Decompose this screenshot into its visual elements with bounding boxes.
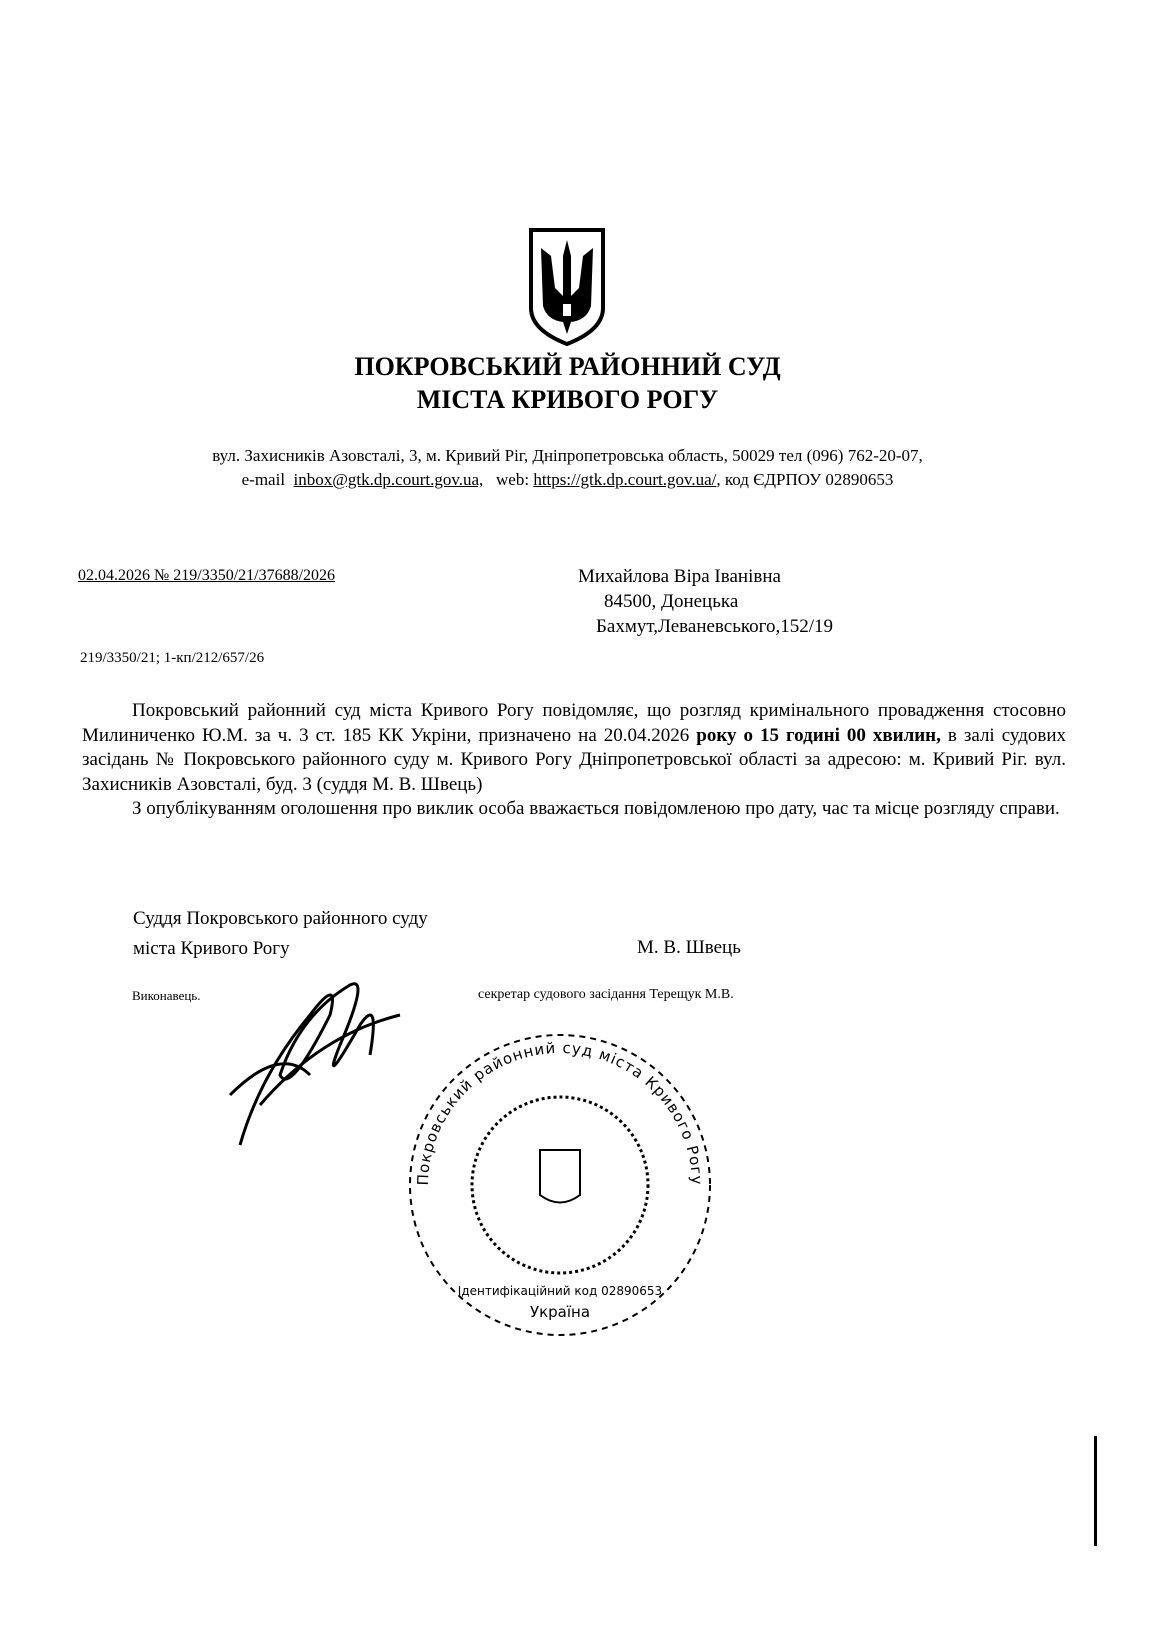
judge-name: М. В. Швець	[637, 937, 741, 958]
svg-text:Покровський районний суд міста	[414, 1039, 706, 1186]
executor-label: Виконавець.	[132, 988, 201, 1003]
notice-paragraph-1	[82, 699, 1066, 797]
email-label: e-mail	[241, 470, 286, 489]
coat-of-arms-icon	[527, 226, 607, 348]
court-contacts	[0, 470, 1135, 490]
handwritten-signature	[220, 955, 420, 1155]
web-label: web:	[496, 470, 530, 489]
seal-country: Україна	[529, 1303, 591, 1321]
hearing-time: року о 15 годині 00 хвилин,	[696, 724, 941, 746]
notice-paragraph-2: З опублікуванням оголошення про виклик особа вважається повідомленою про дату, час та місце розгляду справи.	[132, 798, 1060, 819]
margin-line	[1094, 1436, 1097, 1546]
outgoing-date-number: 02.04.2026 № 219/3350/21/37688/2026	[78, 567, 336, 584]
notice-text-cont: в залі судових засідань № Покровського районного суду м. Кривого Рогу Дніпропетровської області за адресою: м. Кривий Ріг. вул. Захисників Азовсталі, буд. 3 (суддя М. В. Швець)	[82, 724, 1066, 795]
case-numbers: 219/3350/21; 1-кп/212/657/26	[80, 650, 265, 666]
judge-role-line2: міста Кривого Рогу	[133, 938, 290, 959]
secretary-name: секретар судового засідання Терещук М.В.	[478, 987, 734, 1002]
seal-outer-text: Покровський районний суд міста Кривого Рогу	[413, 1038, 707, 1186]
court-name-line2: МІСТА КРИВОГО РОГУ	[416, 385, 719, 414]
seal-code: Ідентифікаційний код 02890653	[457, 1284, 663, 1298]
email-link[interactable]: inbox@gtk.dp.court.gov.ua,	[293, 470, 484, 489]
recipient-address-line3: Бахмут,Леваневського,152/19	[596, 616, 834, 637]
recipient-address-line2: 84500, Донецька	[604, 591, 739, 612]
notice-text: Покровський районний суд міста Кривого Рогу повідомляє, що розгляд кримінального провадження стосовно Милиниченко Ю.М. за ч. 3 ст. 185 КК Укріни, призначено на 20.04.2026	[82, 700, 1066, 746]
recipient-name: Михайлова Віра Іванівна	[578, 566, 781, 587]
web-link[interactable]: https://gtk.dp.court.gov.ua/	[533, 470, 717, 489]
court-address: вул. Захисників Азовсталі, 3, м. Кривий Ріг, Дніпропетровська область, 50029 тел (096) 762-20-07,	[212, 446, 923, 465]
judge-role-line1: Суддя Покровського районного суду	[133, 908, 428, 929]
seal-emblem-icon	[540, 1150, 580, 1203]
court-seal-stamp	[400, 1025, 720, 1345]
edrpou-code: , код ЄДРПОУ 02890653	[716, 470, 894, 489]
notice-body	[82, 699, 1066, 822]
court-name-line1: ПОКРОВСЬКИЙ РАЙОННИЙ СУД	[354, 352, 781, 381]
